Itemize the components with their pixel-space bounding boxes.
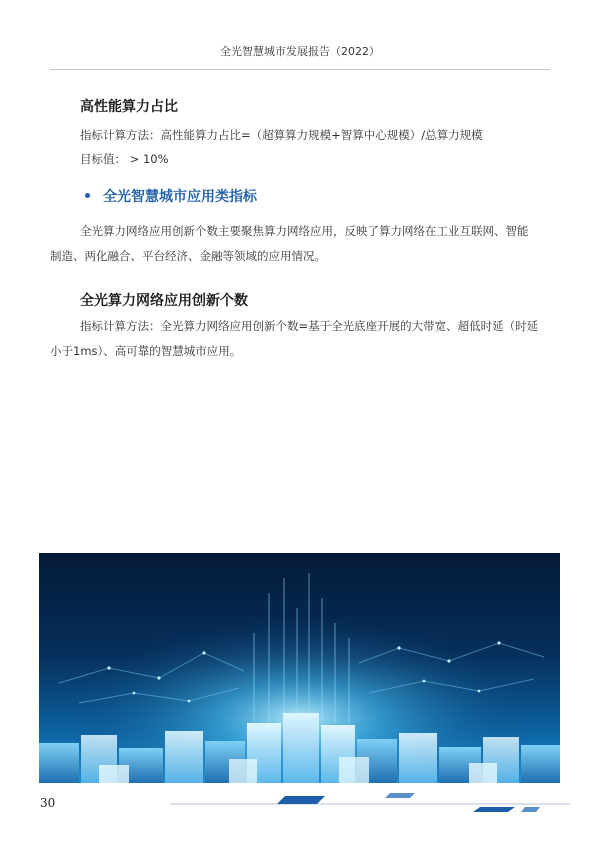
metric-hpc-target: 目标值： > 10%: [80, 152, 169, 166]
report-header-title: 全光智慧城市发展报告（2022）: [220, 45, 380, 58]
page-number: 30: [40, 796, 56, 810]
metric-hpc-title: 高性能算力占比: [80, 99, 178, 115]
metric-app-title: 全光算力网络应用创新个数: [80, 293, 248, 309]
footer-decoration: [170, 790, 570, 815]
hero-image: [39, 553, 560, 783]
metric-app-method-line-2: 小于1ms）、高可靠的智慧城市应用。: [50, 344, 242, 358]
metric-app-method-line-1: 指标计算方法：全光算力网络应用创新个数=基于全光底座开展的大带宽、超低时延（时延: [80, 319, 539, 333]
section-heading: [85, 186, 257, 206]
hero-image-art: [39, 553, 560, 783]
header-divider: [50, 69, 550, 70]
section-heading-text: 全光智慧城市应用类指标: [103, 189, 257, 205]
section-intro-line-1: 全光算力网络应用创新个数主要聚焦算力网络应用，反映了算力网络在工业互联网、智能: [80, 224, 529, 238]
section-intro-paragraph: [50, 219, 550, 269]
metric-hpc-method: 指标计算方法：高性能算力占比=（超算算力规模+智算中心规模）/总算力规模: [80, 128, 483, 142]
metric-app-method-paragraph: [50, 314, 550, 364]
bullet-icon: [85, 193, 90, 198]
section-intro-line-2: 制造、两化融合、平台经济、金融等领域的应用情况。: [50, 249, 326, 263]
